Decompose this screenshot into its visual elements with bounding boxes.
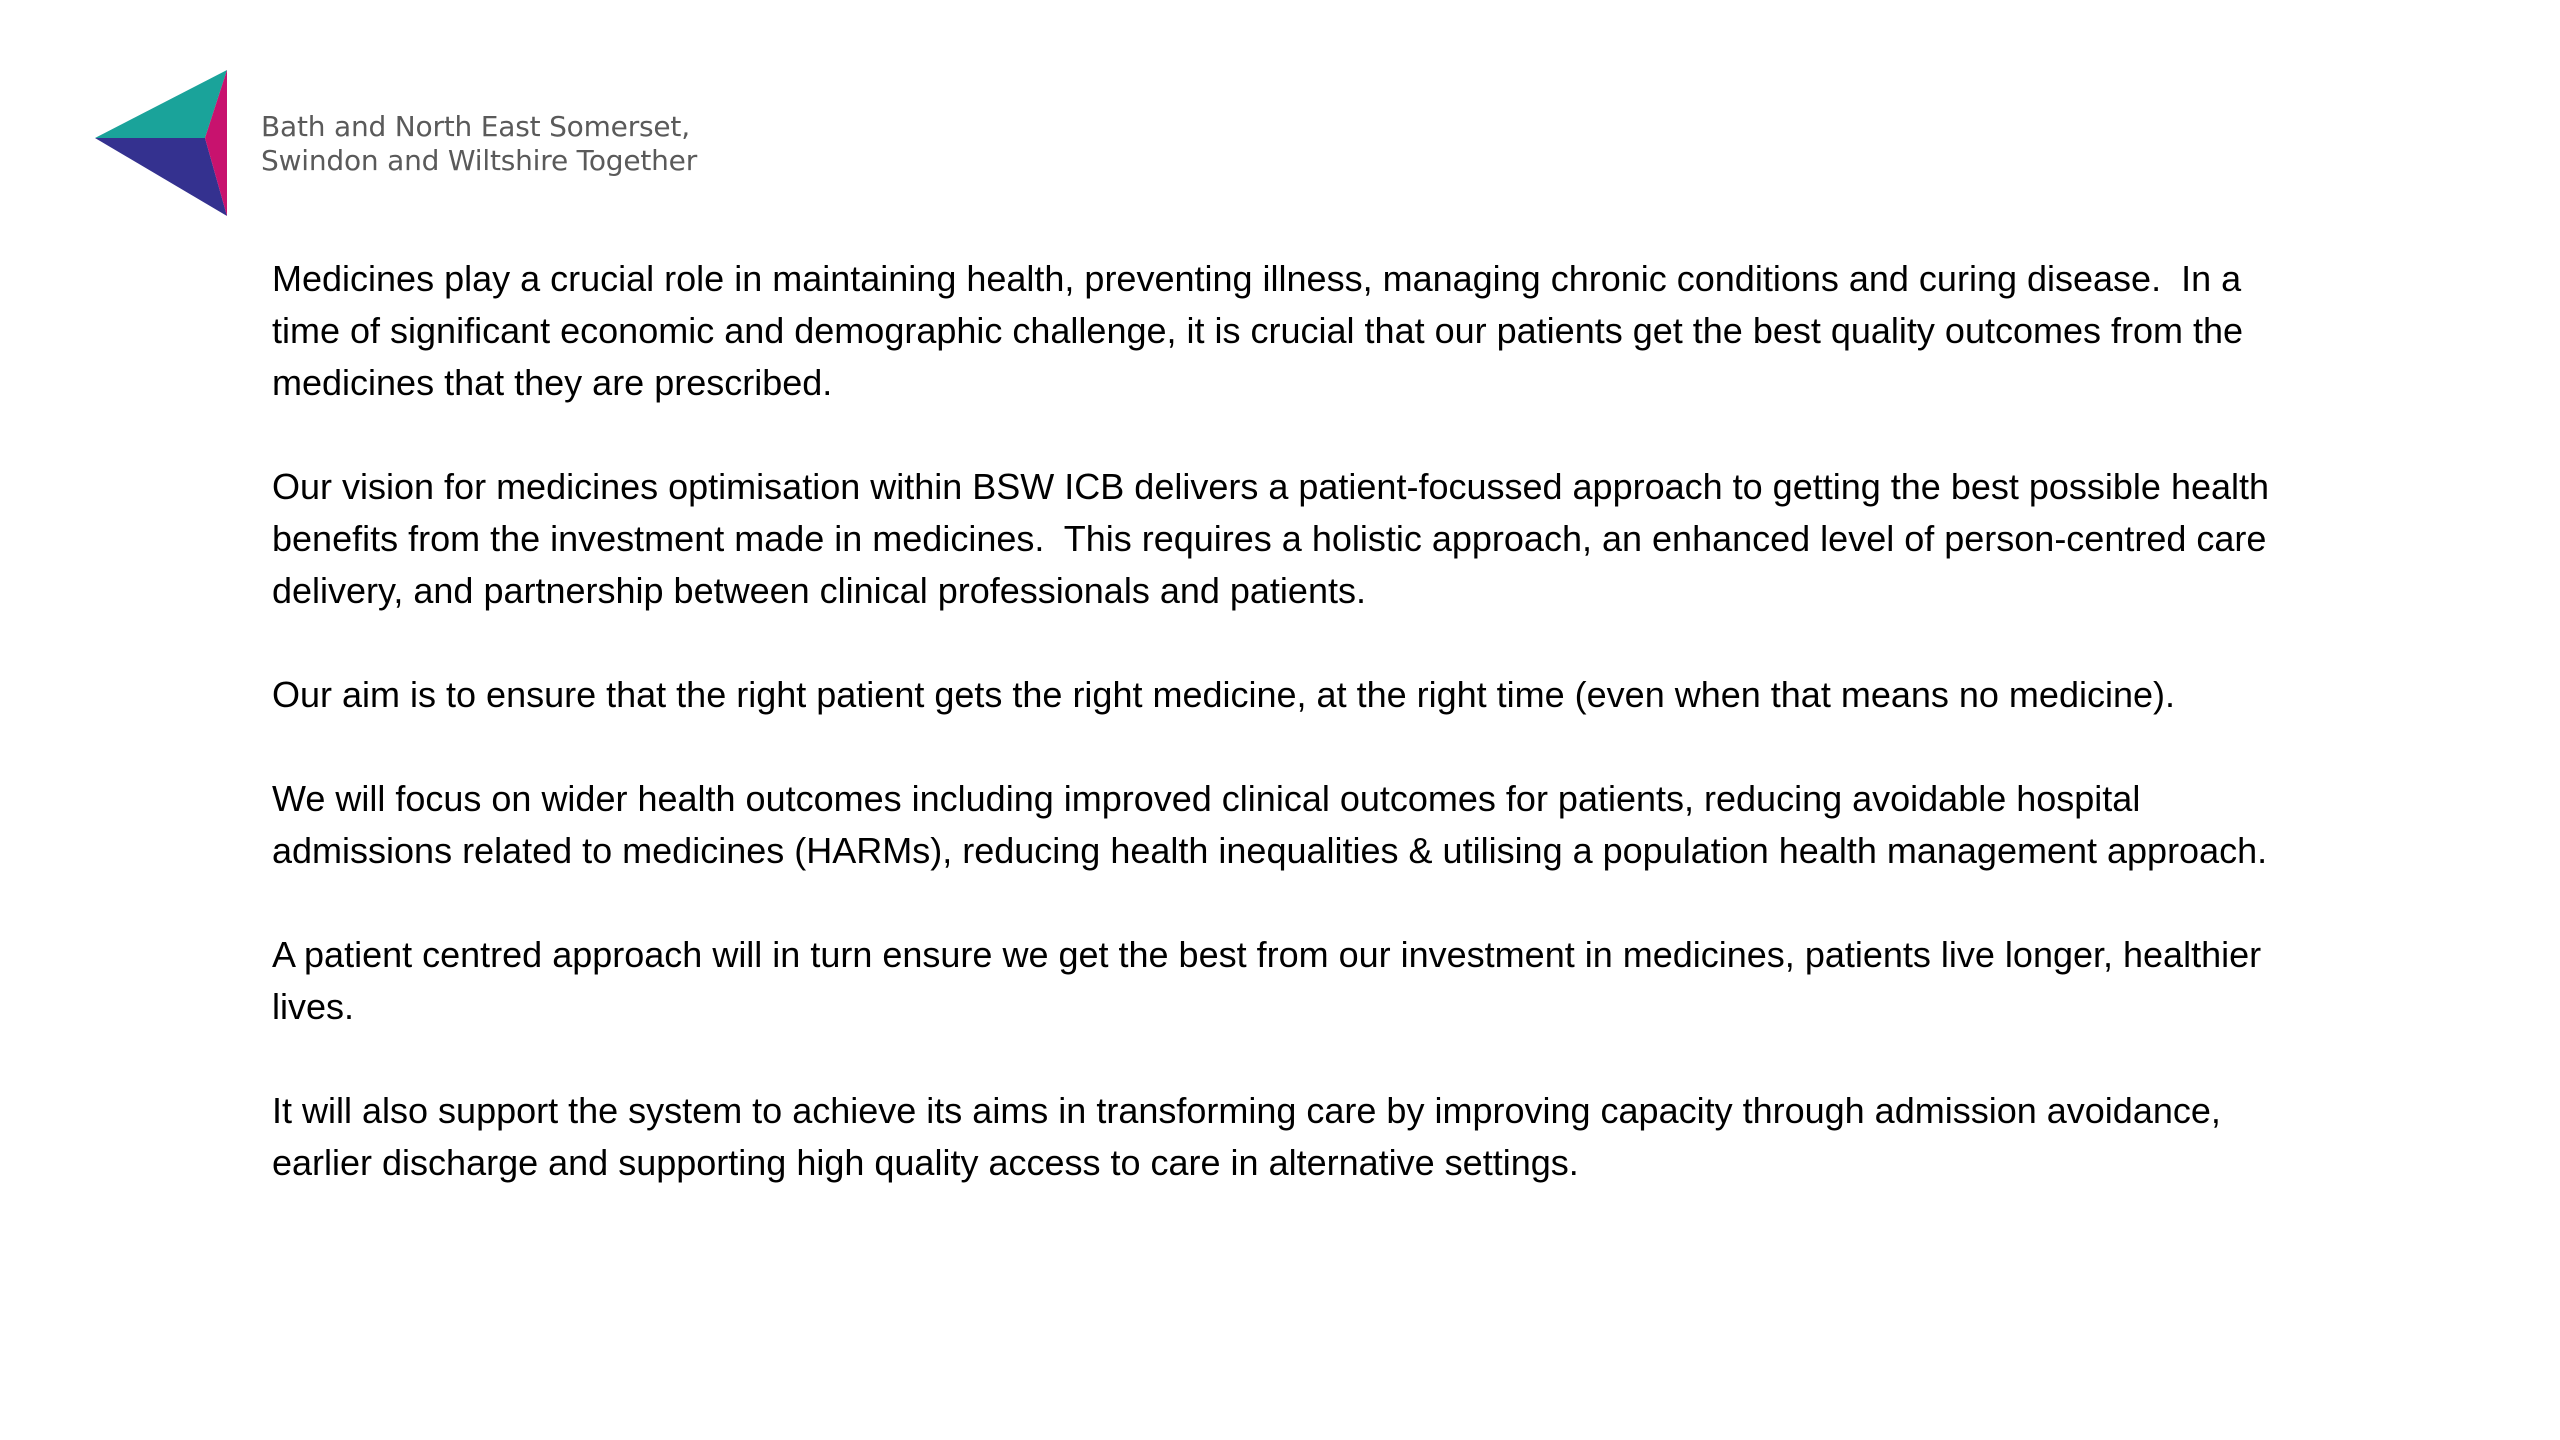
logo-text-line-1: Bath and North East Somerset, (261, 110, 690, 143)
logo-wordmark (261, 110, 697, 178)
logo-navy-segment (95, 138, 227, 216)
paragraph-1: Medicines play a crucial role in maintaining health, preventing illness, managing chronic conditions and curing disease. In a time of significant economic and demographic challenge, it is crucial that our patients get the best quality outcomes from the medicines that they are prescribed. (272, 258, 2254, 403)
logo-teal-segment (95, 70, 227, 138)
paragraph-6: It will also support the system to achieve its aims in transforming care by improving capacity through admission avoidance, earlier discharge and supporting high quality access to care in alternative settings. (272, 1090, 2231, 1183)
bsw-triangle-logo-icon (95, 68, 233, 218)
paragraph-4: We will focus on wider health outcomes including improved clinical outcomes for patients, reducing avoidable hospital admissions related to medicines (HARMs), reducing health inequalities & utilising a population health management approach. (272, 778, 2268, 871)
body-text (272, 253, 2312, 1189)
paragraph-2: Our vision for medicines optimisation within BSW ICB delivers a patient-focussed approach to getting the best possible health benefits from the investment made in medicines. This requires a holistic approach, an enhanced level of person-centred care delivery, and partnership between clinical professionals and patients. (272, 466, 2280, 611)
logo-text-line-2: Swindon and Wiltshire Together (261, 144, 698, 177)
organisation-logo (95, 68, 697, 218)
paragraph-5: A patient centred approach will in turn ensure we get the best from our investment in medicines, patients live longer, healthier lives. (272, 934, 2272, 1027)
paragraph-3: Our aim is to ensure that the right patient gets the right medicine, at the right time (even when that means no medicine). (272, 674, 2175, 715)
